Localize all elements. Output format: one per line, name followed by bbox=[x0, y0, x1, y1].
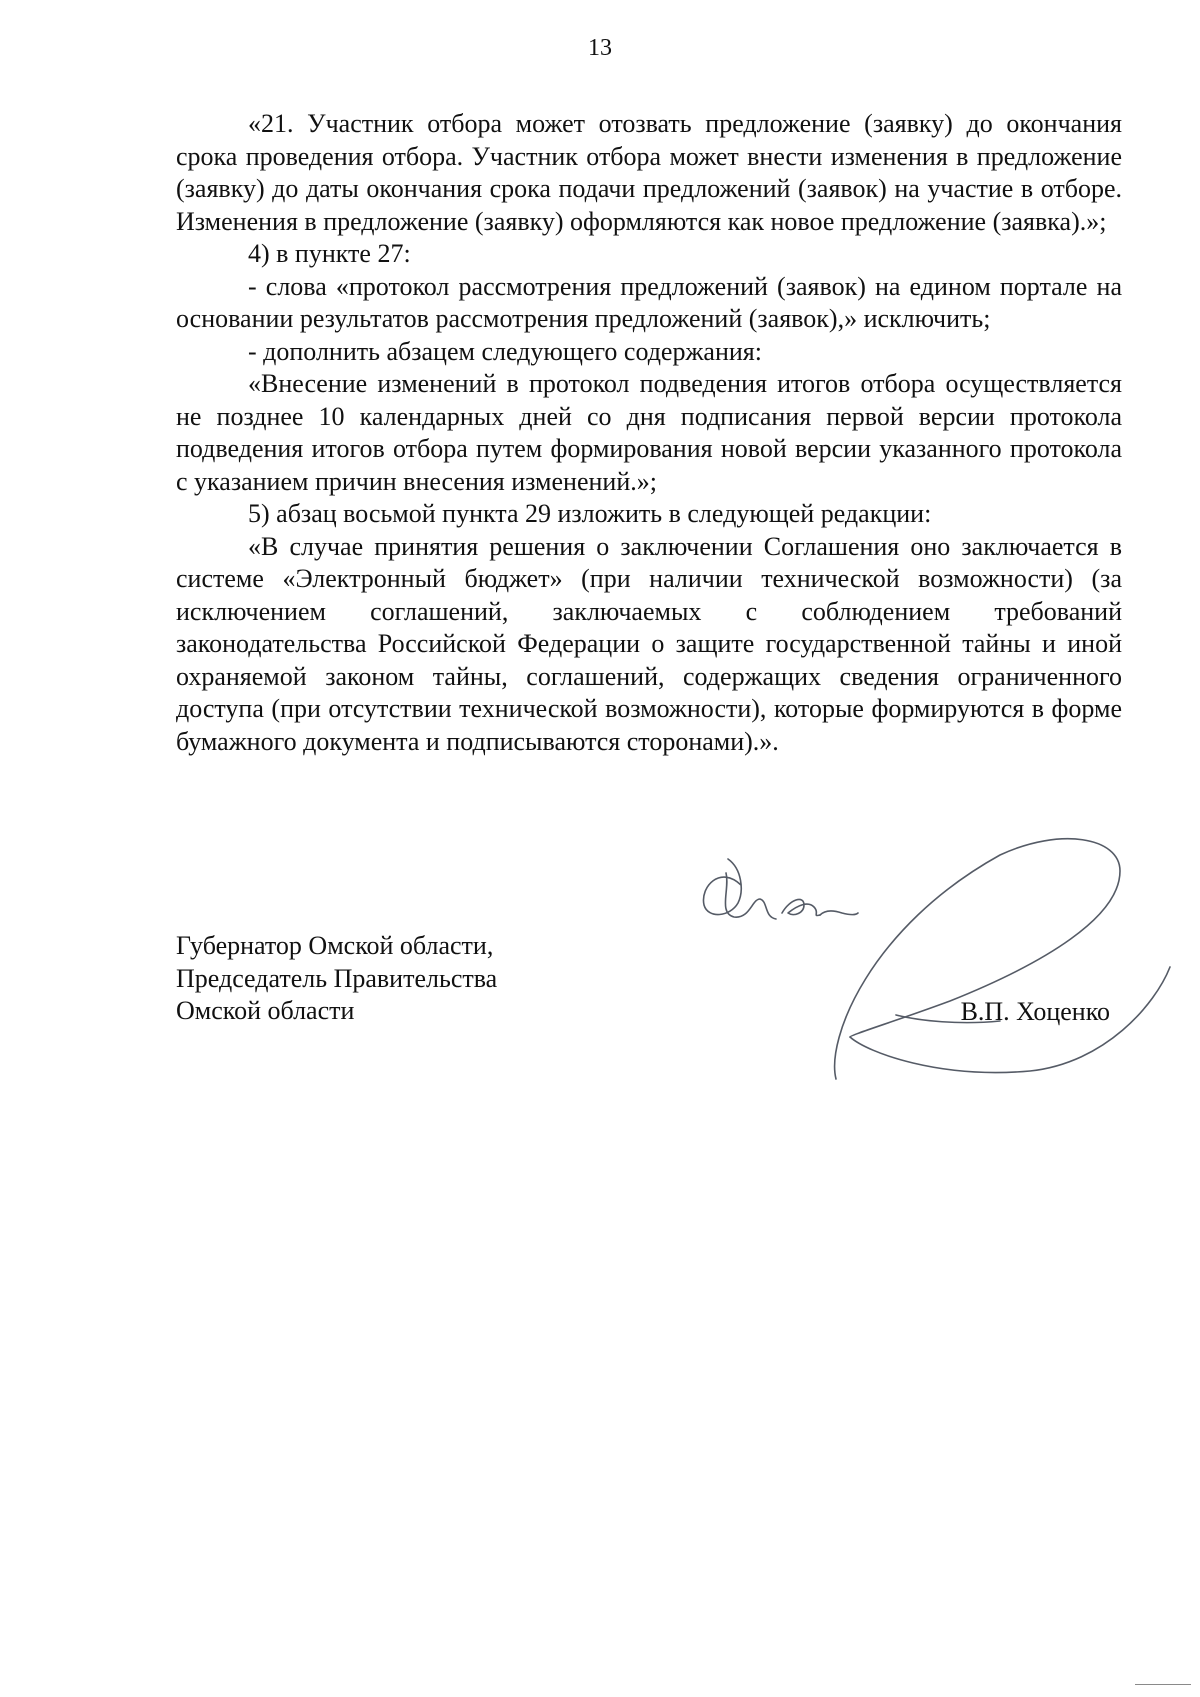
signatory-name: В.П. Хоценко bbox=[960, 997, 1110, 1026]
paragraph-protocol-changes: «Внесение изменений в протокол подведения итогов отбора осуществляется не позднее 10 календарных дней со дня подписания первой версии протокола подведения итогов отбора путем формирования новой версии указанного протокола с указанием причин внесения изменений.»; bbox=[176, 369, 1122, 496]
signatory-title: Губернатор Омской области, Председатель Правительства Омской области bbox=[176, 931, 498, 1025]
paragraph-delete-words: - слова «протокол рассмотрения предложений (заявок) на едином портале на основании результатов рассмотрения предложений (заявок),» исключить; bbox=[176, 271, 1122, 333]
document-body bbox=[176, 108, 1122, 758]
paragraph-item-5: 5) абзац восьмой пункта 29 изложить в следующей редакции: bbox=[248, 499, 932, 528]
paragraph-agreement: «В случае принятия решения о заключении Соглашения оно заключается в системе «Электронный бюджет» (при наличии технической возможности) (за исключением соглашений, заключаемых с соблюдением требований законодательства Российской Федерации о защите государственной тайны и иной охраняемой законом тайны, соглашений, содержащих сведения ограниченного доступа (при отсутствии технической возможности), которые формируются в форме бумажного документа и подписываются сторонами).». bbox=[176, 531, 1122, 756]
paragraph-item-4: 4) в пункте 27: bbox=[248, 239, 411, 268]
paragraph-clause-21: «21. Участник отбора может отозвать предложение (заявку) до окончания срока проведения отбора. Участник отбора может внести изменения в предложение (заявку) до даты окончания срока подачи предложений (заявок) на участие в отборе. Изменения в предложение (заявку) оформляются как новое предложение (заявка).»; bbox=[176, 109, 1122, 236]
paragraph-add-clause: - дополнить абзацем следующего содержания: bbox=[248, 336, 762, 366]
handwritten-signature bbox=[700, 855, 1190, 1085]
bottom-rule bbox=[1135, 1684, 1191, 1685]
page-number: 13 bbox=[588, 35, 612, 61]
